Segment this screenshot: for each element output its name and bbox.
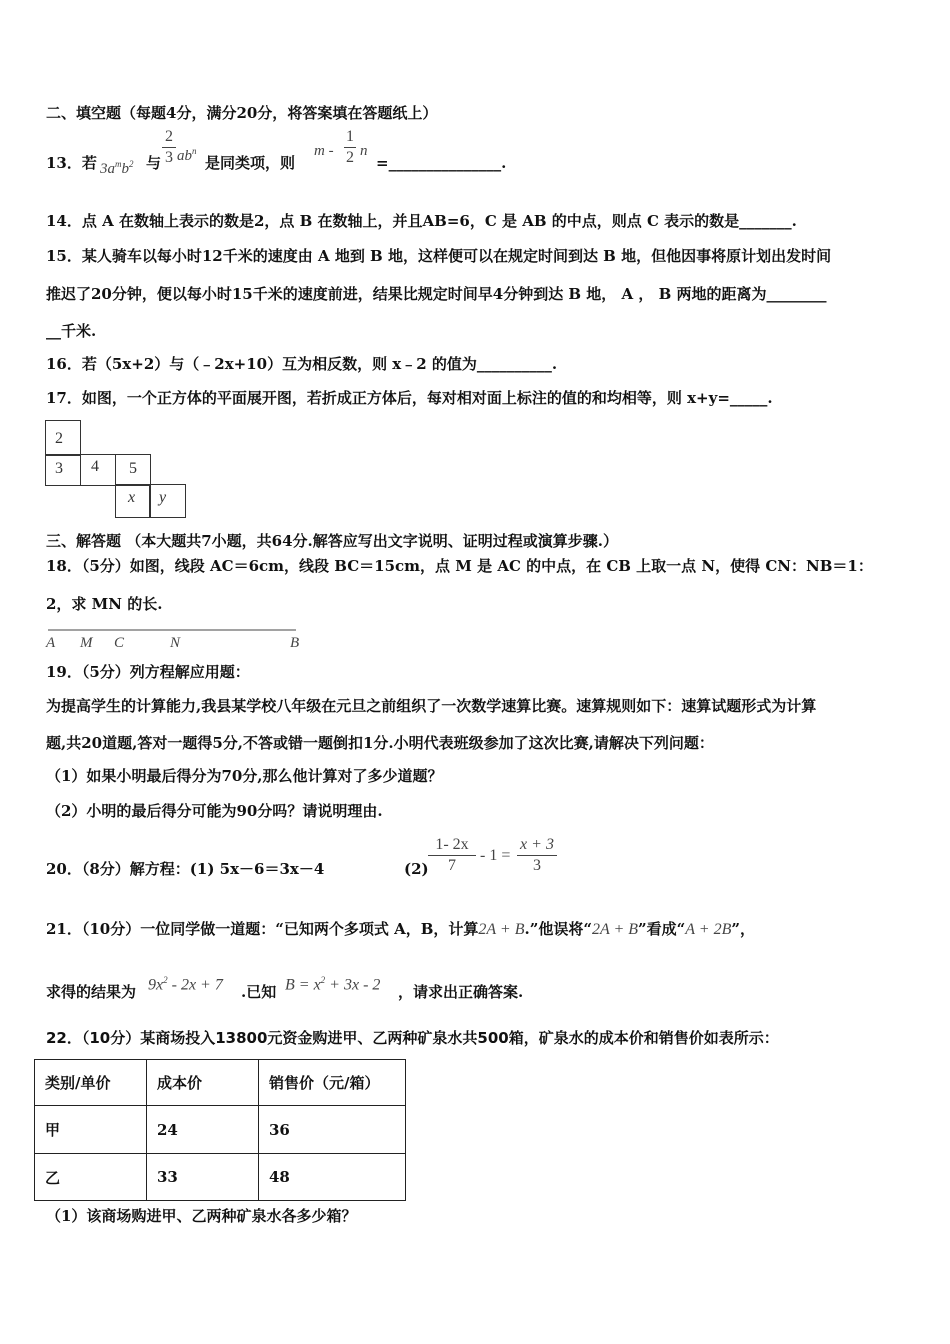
question-19-sub-1: （1）如果小明最后得分为70分,那么他计算对了多少道题？ [46,767,443,785]
cube-face-5: 5 [115,454,151,486]
question-21-line-2-prefix: 求得的结果为 [46,983,137,1001]
question-13-prefix: 13．若 [46,154,97,172]
question-15-line-1: 15．某人骑车以每小时12千米的速度由 A 地到 B 地，这样便可以在规定时间到达 B 地，但他因事将原计划出发时间 [46,247,832,265]
table-cell: 33 [147,1154,259,1201]
table-cell: 乙 [35,1154,147,1201]
question-20-part-1: 20．（8分）解方程：(1) 5x－6＝3x－4 [46,860,325,878]
question-16: 16．若（5x+2）与（﹣2x+10）互为相反数，则 x﹣2 的值为__________. [46,355,558,373]
question-22-sub-1: （1）该商场购进甲、乙两种矿泉水各多少箱？ [46,1207,357,1225]
table-header-cell: 类别/单价 [35,1060,147,1106]
question-18-line-1: 18．（5分）如图，线段 AC＝6cm，线段 BC＝15cm，点 M 是 AC 的中点，在 CB 上取一点 N，使得 CN：NB＝1： [46,557,873,575]
question-18-line-2: 2，求 MN 的长. [46,595,163,613]
segment-figure [44,624,306,652]
question-19-line-2: 题,共20道题,答对一题得5分,不答或错一题倒扣1分.小明代表班级参加了这次比赛,请解决下列问题： [46,734,714,752]
table-header-row [35,1060,406,1106]
question-19-sub-2: （2）小明的最后得分可能为90分吗？请说明理由. [46,802,383,820]
question-13-answer-blank: =_______________. [376,154,507,172]
question-21-line-1: 21．（10分）一位同学做一道题：“已知两个多项式 A，B，计算2A + B.”他误将“2A + B”看成“A + 2B”， [46,920,755,938]
table-row [35,1106,406,1154]
question-20-part-2-label: (2) [404,860,429,878]
cube-face-2: 2 [45,420,81,456]
question-13-and: 与 [146,154,162,172]
cube-face-x: x [115,484,151,518]
table-cell: 24 [147,1106,259,1154]
table-header-cell: 销售价（元/箱） [259,1060,406,1106]
section-3-heading: 三、解答题 （本大题共7小题，共64分.解答应写出文字说明、证明过程或演算步骤.） [46,532,618,550]
table-cell: 甲 [35,1106,147,1154]
question-13-expr-n: n [360,143,368,159]
point-a-label: A [46,635,56,651]
question-13-expr-m: m - [314,143,334,159]
question-19-line-1: 为提高学生的计算能力,我县某学校八年级在元旦之前组织了一次数学速算比赛。速算规则如下：速算试题形式为计算 [46,697,817,715]
question-20-fraction-left: 1- 2x 7 [428,836,476,875]
question-21-b-expression: $B = x^2 + 3x - 2$ [285,975,381,994]
question-22: 22．（10分）某商场投入13800元资金购进甲、乙两种矿泉水共500箱，矿泉水的成本价和销售价如表所示： [46,1029,779,1047]
price-table [34,1059,406,1201]
question-21-tail: ，请求出正确答案. [398,983,524,1001]
cube-face-4: 4 [80,454,116,486]
question-13-expr-fraction: 1 2 [346,128,354,166]
point-b-label: B [290,635,300,651]
question-20-fraction-right: x + 3 3 [517,836,557,875]
question-15-line-2: 推迟了20分钟，便以每小时15千米的速度前进，结果比规定时间早4分钟到达 B 地， A ， B 两地的距离为________ [46,285,827,303]
table-cell: 36 [259,1106,406,1154]
question-21-known: .已知 [241,983,277,1001]
point-n-label: N [170,635,181,651]
point-m-label: M [80,635,93,651]
question-13-term2: $ab^n$ [177,146,197,164]
table-cell: 48 [259,1154,406,1201]
cube-face-3: 3 [45,454,81,486]
question-14: 14．点 A 在数轴上表示的数是2，点 B 在数轴上，并且AB=6，C 是 AB 的中点，则点 C 表示的数是_______. [46,212,797,230]
cube-face-y: y [149,484,186,518]
table-header-cell: 成本价 [147,1060,259,1106]
question-15-line-3: __千米. [46,322,97,340]
table-row [35,1154,406,1201]
question-13-mid: 是同类项，则 [205,154,296,172]
question-17: 17．如图，一个正方体的平面展开图，若折成正方体后，每对相对面上标注的值的和均相等，则 x+y=_____. [46,389,773,407]
question-20-mid: - 1 = [480,847,511,864]
question-21-result-expression: $9x^2 - 2x + 7$ [148,975,223,994]
point-c-label: C [114,635,125,651]
question-13-term1: $3a^mb^2$ [100,159,134,177]
question-19-title: 19．（5分）列方程解应用题： [46,663,250,681]
question-13-fraction: 2 3 [162,128,176,167]
section-2-heading: 二、填空题（每题4分，满分20分，将答案填在答题纸上） [46,104,438,122]
